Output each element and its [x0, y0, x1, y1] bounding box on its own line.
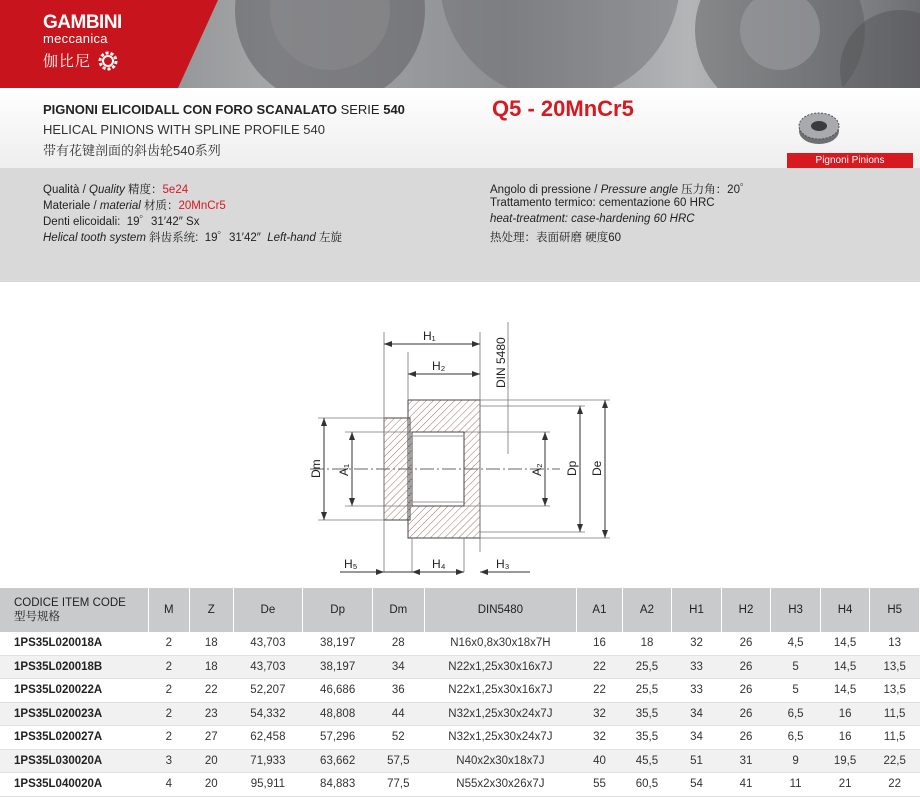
cell-m: 3 — [148, 749, 189, 773]
cell-h4: 21 — [820, 773, 870, 797]
header-z: Z — [190, 588, 233, 632]
cell-m: 4 — [148, 773, 189, 797]
spec-system-label-cn: 斜齿系统: — [149, 232, 199, 244]
title-line-en: HELICAL PINIONS WITH SPLINE PROFILE 540 — [43, 122, 325, 137]
cell-de: 95,911 — [233, 773, 303, 797]
spec-material-label-cn: 材质： — [144, 200, 179, 212]
cell-h1: 34 — [672, 726, 722, 750]
cell-dp: 57,296 — [303, 726, 373, 750]
technical-drawing — [0, 282, 920, 582]
cell-dm: 44 — [373, 702, 425, 726]
cell-a1: 32 — [577, 702, 622, 726]
cell-din5480: N32x1,25x30x24x7J — [424, 702, 577, 726]
cell-h2: 31 — [721, 749, 771, 773]
spec-angle-label: Angolo di pressione — [490, 184, 592, 196]
cell-code: 1PS35L020022A — [0, 679, 148, 703]
cell-z: 23 — [190, 702, 233, 726]
cell-a1: 55 — [577, 773, 622, 797]
spec-angle-label-en: Pressure angle — [600, 184, 678, 196]
cell-code: 1PS35L020018A — [0, 632, 148, 655]
spec-heat-treatment-it: Trattamento termico: cementazione 60 HRC — [490, 197, 715, 209]
cell-z: 18 — [190, 655, 233, 679]
title-line-it — [43, 102, 405, 117]
cell-z: 20 — [190, 749, 233, 773]
cell-dm: 28 — [373, 632, 425, 655]
cell-dm: 77,5 — [373, 773, 425, 797]
spec-angle-label-cn: 压力角： — [681, 184, 728, 196]
cell-a2: 18 — [622, 632, 672, 655]
cell-code: 1PS35L030020A — [0, 749, 148, 773]
label-de: De — [590, 460, 604, 476]
cell-dp: 63,662 — [303, 749, 373, 773]
cell-h5: 11,5 — [870, 726, 920, 750]
cell-de: 71,933 — [233, 749, 303, 773]
cell-dm: 34 — [373, 655, 425, 679]
brand-name: GAMBINI — [43, 12, 122, 33]
cell-h3: 9 — [771, 749, 821, 773]
cell-h5: 13 — [870, 632, 920, 655]
cell-m: 2 — [148, 726, 189, 750]
header-code — [0, 588, 148, 632]
cell-m: 2 — [148, 632, 189, 655]
spec-system-hand-cn: 左旋 — [319, 232, 343, 244]
spec-system-label: Helical tooth system — [43, 232, 146, 244]
cell-z: 18 — [190, 632, 233, 655]
cell-h4: 16 — [820, 726, 870, 750]
cell-h3: 4,5 — [771, 632, 821, 655]
cell-a2: 25,5 — [622, 679, 672, 703]
table-row — [0, 632, 920, 655]
label-h1: H₁ — [423, 329, 436, 343]
cell-h5: 13,5 — [870, 679, 920, 703]
spec-material-label: Materiale — [43, 200, 91, 212]
cell-a2: 35,5 — [622, 702, 672, 726]
cell-z: 27 — [190, 726, 233, 750]
spec-quality-label-en: Quality — [89, 184, 125, 196]
header-de: De — [233, 588, 303, 632]
title-serie-number: 540 — [383, 102, 405, 117]
spec-quality-label-cn: 精度： — [128, 184, 163, 196]
cell-h5: 13,5 — [870, 655, 920, 679]
cell-h2: 26 — [721, 632, 771, 655]
header-code-label: CODICE ITEM CODE — [14, 597, 126, 609]
gear-logo-icon — [96, 49, 120, 73]
cell-code: 1PS35L020023A — [0, 702, 148, 726]
cell-h1: 33 — [672, 679, 722, 703]
header-h1: H1 — [672, 588, 722, 632]
header-dp: Dp — [303, 588, 373, 632]
label-h3: H₃ — [496, 557, 510, 571]
cell-code: 1PS35L040020A — [0, 773, 148, 797]
cell-dp: 46,686 — [303, 679, 373, 703]
table-row — [0, 749, 920, 773]
cell-dp: 38,197 — [303, 632, 373, 655]
cell-din5480: N32x1,25x30x24x7J — [424, 726, 577, 750]
spec-helical-value: 19゜31′42″ Sx — [126, 216, 200, 228]
spec-heat-treatment-en: heat-treatment: case-hardening 60 HRC — [490, 213, 695, 225]
table-row — [0, 702, 920, 726]
cell-m: 2 — [148, 702, 189, 726]
cell-z: 20 — [190, 773, 233, 797]
cell-a2: 35,5 — [622, 726, 672, 750]
cell-h3: 11 — [771, 773, 821, 797]
label-h4: H₄ — [432, 557, 446, 571]
cell-code: 1PS35L020018B — [0, 655, 148, 679]
cell-h2: 26 — [721, 726, 771, 750]
cell-a1: 22 — [577, 679, 622, 703]
cell-din5480: N22x1,25x30x16x7J — [424, 655, 577, 679]
cell-h5: 11,5 — [870, 702, 920, 726]
label-h2: H₂ — [432, 359, 446, 373]
title-serie: SERIE — [340, 102, 380, 117]
cell-h2: 26 — [721, 655, 771, 679]
cell-h4: 16 — [820, 702, 870, 726]
cell-h1: 33 — [672, 655, 722, 679]
cell-h2: 26 — [721, 702, 771, 726]
cell-h1: 54 — [672, 773, 722, 797]
spec-quality-label: Qualità — [43, 184, 80, 196]
cell-h5: 22,5 — [870, 749, 920, 773]
spec-quality-value: 5e24 — [162, 184, 189, 196]
label-h5: H₅ — [344, 557, 358, 571]
cell-dp: 48,808 — [303, 702, 373, 726]
pinion-thumbnail-icon — [796, 104, 842, 150]
brand-subname: meccanica — [43, 31, 108, 46]
item-table — [0, 588, 920, 797]
cell-dm: 36 — [373, 679, 425, 703]
label-dm: Dm — [309, 459, 323, 478]
cell-h2: 41 — [721, 773, 771, 797]
header-m: M — [148, 588, 189, 632]
grade-title: Q5 - 20MnCr5 — [492, 96, 634, 121]
cell-dm: 57,5 — [373, 749, 425, 773]
cell-m: 2 — [148, 655, 189, 679]
header-h3: H3 — [771, 588, 821, 632]
cell-h1: 51 — [672, 749, 722, 773]
label-a1: A₁ — [337, 463, 351, 476]
cell-dm: 52 — [373, 726, 425, 750]
table-header-row — [0, 588, 920, 632]
cell-m: 2 — [148, 679, 189, 703]
cell-h4: 14,5 — [820, 655, 870, 679]
header-a1: A1 — [577, 588, 622, 632]
cell-z: 22 — [190, 679, 233, 703]
header-dm: Dm — [373, 588, 425, 632]
cell-h3: 5 — [771, 655, 821, 679]
label-a2: A₂ — [530, 463, 544, 476]
cell-h1: 32 — [672, 632, 722, 655]
cell-dp: 84,883 — [303, 773, 373, 797]
header-din5480: DIN5480 — [424, 588, 577, 632]
spec-material-label-en: material — [99, 200, 141, 212]
label-dp: Dp — [565, 460, 579, 476]
spec-helical-system — [43, 229, 342, 245]
header-code-label-cn: 型号规格 — [14, 611, 60, 623]
cell-h3: 6,5 — [771, 702, 821, 726]
title-it: PIGNONI ELICOIDALL CON FORO SCANALATO — [43, 102, 337, 117]
cell-code: 1PS35L020027A — [0, 726, 148, 750]
spec-helical-teeth — [43, 213, 199, 229]
header-h4: H4 — [820, 588, 870, 632]
cell-a1: 22 — [577, 655, 622, 679]
cell-h5: 22 — [870, 773, 920, 797]
cell-de: 43,703 — [233, 632, 303, 655]
cell-a1: 40 — [577, 749, 622, 773]
cell-h4: 14,5 — [820, 679, 870, 703]
table-row — [0, 655, 920, 679]
cell-h4: 19,5 — [820, 749, 870, 773]
table-row — [0, 679, 920, 703]
spec-quality: Qualità / Quality 精度：5e24 — [43, 184, 189, 196]
cell-de: 62,458 — [233, 726, 303, 750]
cell-h3: 5 — [771, 679, 821, 703]
cell-h1: 34 — [672, 702, 722, 726]
cell-h2: 26 — [721, 679, 771, 703]
cell-din5480: N16x0,8x30x18x7H — [424, 632, 577, 655]
brand-name-cn: 伽比尼 — [43, 53, 92, 70]
header-h5: H5 — [870, 588, 920, 632]
cell-din5480: N22x1,25x30x16x7J — [424, 679, 577, 703]
cell-a2: 45,5 — [622, 749, 672, 773]
spec-material-value: 20MnCr5 — [178, 200, 226, 212]
header-h2: H2 — [721, 588, 771, 632]
cell-a1: 32 — [577, 726, 622, 750]
spec-system-value: 19゜31′42″ — [204, 232, 261, 244]
cell-de: 54,332 — [233, 702, 303, 726]
table-row — [0, 726, 920, 750]
cell-dp: 38,197 — [303, 655, 373, 679]
table-row — [0, 773, 920, 797]
spec-heat-treatment-cn: 热处理：表面研磨 硬度60 — [490, 232, 621, 244]
cell-a1: 16 — [577, 632, 622, 655]
cell-a2: 25,5 — [622, 655, 672, 679]
cell-din5480: N55x2x30x26x7J — [424, 773, 577, 797]
cell-a2: 60,5 — [622, 773, 672, 797]
product-label: Pignoni Pinions — [787, 153, 913, 169]
spec-material: Materiale / material 材质：20MnCr5 — [43, 200, 226, 212]
spec-pressure-angle: Angolo di pressione / Pressure angle 压力角：20゜ — [490, 184, 752, 196]
header-a2: A2 — [622, 588, 672, 632]
spec-angle-value: 20゜ — [727, 184, 752, 196]
header-banner — [0, 0, 920, 88]
spec-system-hand: Left-hand — [267, 232, 316, 244]
cell-h4: 14,5 — [820, 632, 870, 655]
spec-helical-label: Denti elicoidali: — [43, 216, 121, 228]
cell-h3: 6,5 — [771, 726, 821, 750]
cell-de: 52,207 — [233, 679, 303, 703]
title-line-cn: 带有花键剖面的斜齿轮540系列 — [43, 143, 221, 158]
cell-din5480: N40x2x30x18x7J — [424, 749, 577, 773]
label-din: DIN 5480 — [494, 337, 508, 388]
cell-de: 43,703 — [233, 655, 303, 679]
